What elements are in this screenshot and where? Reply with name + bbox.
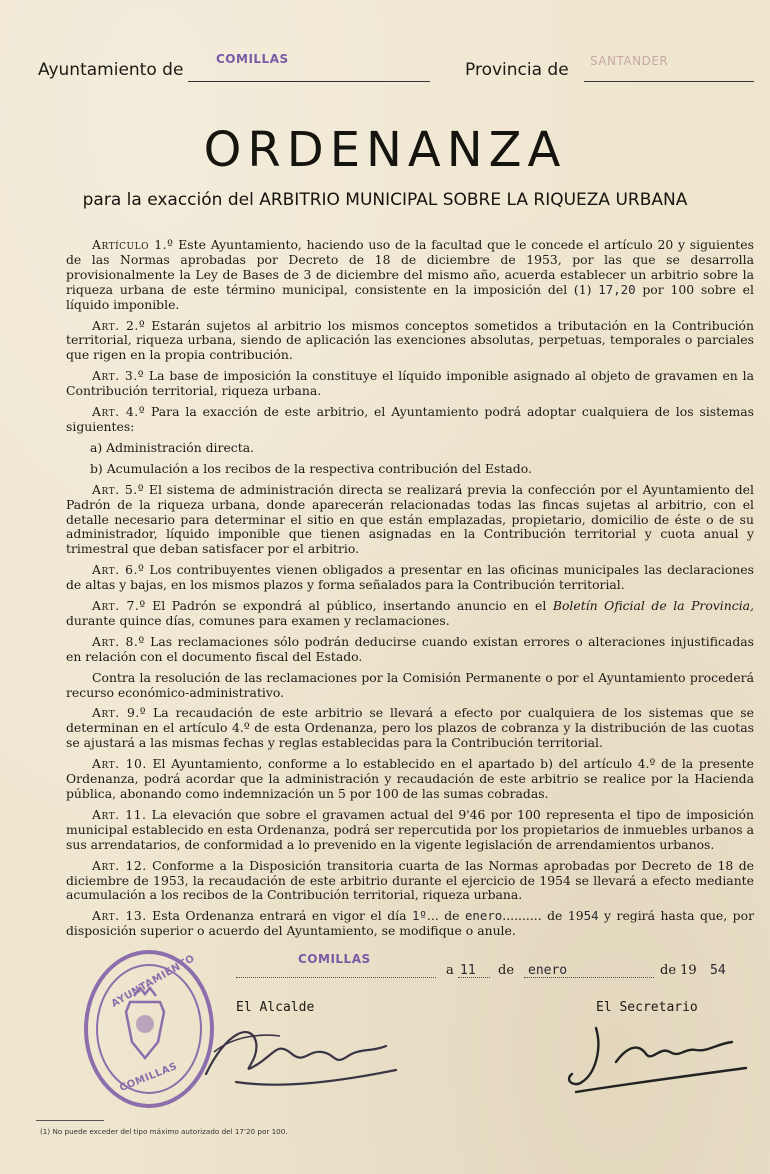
ayuntamiento-stamp: COMILLAS [216, 52, 289, 66]
article-7 [66, 599, 754, 629]
article-13-text-4: y regirá hasta que, por disposición superior o acuerdo del Ayuntamiento, se modifique o anule. [66, 908, 754, 939]
article-7-label: Art. 7.º [92, 598, 146, 614]
article-3-label: Art. 3.º [92, 368, 145, 384]
alcalde-signature [196, 1012, 406, 1092]
article-13-text-2: de [444, 908, 460, 924]
date-de-2: de 19 [660, 963, 697, 978]
alcalde-label: El Alcalde [236, 1000, 315, 1015]
article-1-rate: 17,20 [598, 281, 636, 297]
article-4-item-a: a) Administración directa. [90, 439, 255, 455]
place-stamp: COMILLAS [298, 952, 371, 966]
municipal-seal [84, 950, 214, 1108]
article-4-text: Para la exacción de este arbitrio, el Ayuntamiento podrá adoptar cualquiera de los sistemas siguientes: [66, 404, 754, 434]
footnote: (1) No puede exceder del tipo máximo autorizado del 17'20 por 100. [40, 1127, 288, 1136]
secretario-signature [556, 1018, 756, 1098]
article-8-paragraph-2: Contra la resolución de las reclamaciones por la Comisión Permanente o por el Ayuntamiento procederá recurso económico-administrativo. [66, 669, 754, 700]
article-8-text: Las reclamaciones sólo podrán deducirse cuando existan errores o alteraciones injustificadas en relación con el documento fiscal del Estado. [66, 633, 754, 664]
article-12-label: Art. 12. [92, 857, 147, 873]
footnote-rule [36, 1120, 104, 1121]
provincia-line [584, 81, 754, 82]
place-dots [236, 977, 436, 978]
article-13-day: 1º [411, 908, 427, 924]
article-6 [66, 563, 754, 593]
date-year: 54 [710, 963, 726, 978]
article-8-label: Art. 8.º [92, 633, 145, 649]
article-2 [66, 319, 754, 364]
article-5 [66, 483, 754, 558]
date-line [236, 952, 736, 980]
article-13-year: 54 [583, 908, 599, 924]
header-row [38, 52, 742, 84]
day-dots [458, 977, 490, 978]
article-10-text: El Ayuntamiento, conforme a lo establecido en el apartado b) del artículo 4.º de la presente Ordenanza, podrá acordar que la administración y recaudación de este arbitrio se realice por la Hacienda pública, abonando como indemnización un 5 por 100 de las sumas cobradas. [66, 756, 754, 801]
article-2-text: Estarán sujetos al arbitrio los mismos conceptos sometidos a tributación en la Contribución territorial, riqueza urbana, siendo de aplicación las exenciones absolutas, perpetuas, temporales o parciales que rigen en la propia contribución. [66, 317, 754, 363]
article-12-text: Conforme a la Disposición transitoria cuarta de las Normas aprobadas por Decreto de 18 de diciembre de 1953, la recaudación de este arbitrio durante el ejercicio de 1954 se llevará a efecto mediante acumulación a los recibos de la Contribución territorial, riqueza urbana. [66, 857, 754, 903]
date-day: 11 [460, 963, 476, 978]
article-8 [66, 635, 754, 665]
article-13: Art. 13. Esta Ordenanza entrará en vigor el día 1º... de enero.......... de 1954 y regirá hasta que, por disposición superior o acuerdo del Ayuntamiento, se modifique o anule. [66, 908, 754, 939]
article-2-label: Art. 2.º [92, 317, 146, 333]
article-13-month: enero [464, 908, 503, 924]
article-6-text: Los contribuyentes vienen obligados a presentar en las oficinas municipales las declaraciones de altas y bajas, en los mismos plazos y forma señalados para la Contribución territorial. [66, 562, 754, 593]
article-11-text: La elevación que sobre el gravamen actual del 9'46 por 100 representa el tipo de imposición municipal establecido en esta Ordenanza, podrá ser repercutida por los propietarios de inmuebles urbanos a sus arrendatarios, de conformidad a lo prevenido en la vigente legislación de arrendamientos urbanos. [66, 806, 754, 852]
article-10-label: Art. 10. [92, 756, 147, 772]
date-month: enero [528, 963, 568, 978]
article-1-text-end: por 100 sobre el líquido imponible. [66, 281, 754, 312]
article-10 [66, 757, 754, 802]
article-4-label: Art. 4.º [92, 404, 146, 420]
article-4-item-b: b) Acumulación a los recibos de la respectiva contribución del Estado. [90, 460, 532, 476]
article-9-text: La recaudación de este arbitrio se llevará a efecto por cualquiera de los sistemas que se determinan en el artículo 4.º de esta Ordenanza, pero los plazos de cobranza y la distribución de las cuotas se ajustará a las mismas fechas y reglas establecidas para la Contribución territorial. [66, 705, 754, 751]
article-9-label: Art. 9.º [92, 705, 147, 721]
article-1-text: Este Ayuntamiento, haciendo uso de la facultad que le concede el artículo 20 y siguientes de las Normas aprobadas por Decreto de 18 de diciembre de 1953, por las que se desarrolla provisionalmente la Ley de Bases de 3 de diciembre del mismo año, acuerda establecer un arbitrio sobre la riqueza urbana de este término municipal, consistente en la imposición del (1) [66, 237, 754, 297]
ayuntamiento-label: Ayuntamiento de [38, 60, 184, 80]
secretario-label: El Secretario [596, 1000, 698, 1015]
provincia-stamp: SANTANDER [590, 54, 669, 68]
date-de-1: de [498, 963, 515, 978]
seal-text-top: AYUNTAMIENTO [109, 953, 197, 1010]
article-6-label: Art. 6.º [92, 562, 145, 578]
article-5-label: Art. 5.º [92, 481, 145, 497]
article-13-label: Art. 13. [92, 908, 147, 924]
article-4 [66, 405, 754, 435]
article-3-text: La base de imposición la constituye el líquido imponible asignado al objeto de gravamen en la Contribución territorial, riqueza urbana. [66, 368, 754, 399]
article-7-text: El Padrón se expondrá al público, insertando anuncio en el [152, 598, 547, 614]
article-9 [66, 706, 754, 751]
article-1-label: Artículo 1.º [92, 237, 174, 252]
articles-body [66, 238, 754, 945]
article-7-text-end: durante quince días, comunes para examen y reclamaciones. [66, 612, 450, 628]
article-1 [66, 238, 754, 313]
document-subtitle: para la exacción del ARBITRIO MUNICIPAL SOBRE LA RIQUEZA URBANA [82, 190, 688, 210]
ayuntamiento-line [188, 81, 430, 82]
date-a: a [446, 963, 454, 978]
document-title: ORDENANZA [203, 122, 567, 178]
article-11 [66, 808, 754, 853]
provincia-label: Provincia de [465, 60, 569, 80]
month-dots [524, 977, 654, 978]
article-5-text: El sistema de administración directa se realizará previa la confección por el Ayuntamiento del Padrón de la riqueza urbana, donde aparecerán relacionadas todas las fincas sujetas al arbitrio, con el detalle necesario para determinar el sitio en que están emplazadas, propietario, domicilio de éste o de su administrador, líquido imponible que tienen asignadas en la Contribución territorial y cuota anual y trimestral que deban satisfacer por el arbitrio. [66, 481, 754, 557]
article-7-boletin: Boletín Oficial de la Provincia, [552, 598, 754, 614]
seal-text-bottom: COMILLAS [118, 1060, 180, 1095]
article-12 [66, 859, 754, 904]
article-13-text-3: de 19 [547, 908, 584, 924]
article-3 [66, 369, 754, 399]
article-11-label: Art. 11. [92, 806, 147, 822]
article-13-text-1: Esta Ordenanza entrará en vigor el día [152, 908, 407, 924]
